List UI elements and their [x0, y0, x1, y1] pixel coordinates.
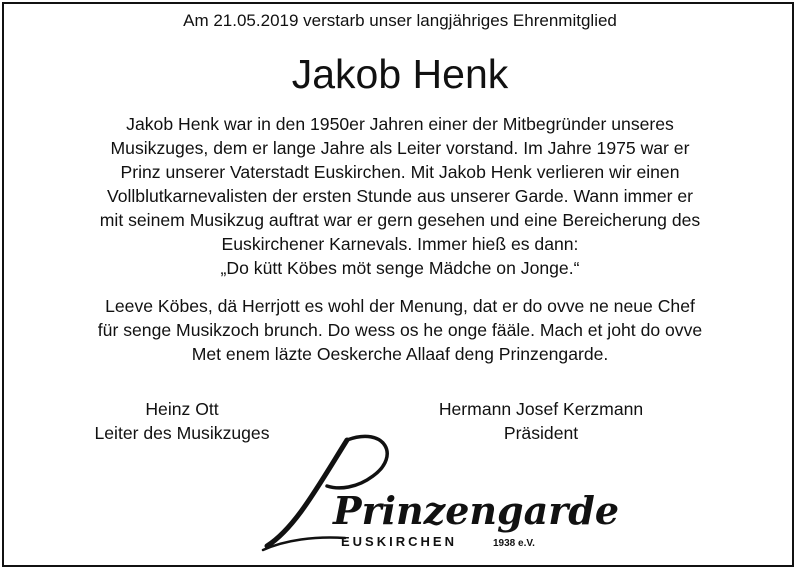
signatory-role: Präsident: [503, 423, 579, 443]
signatory-name: Heinz Ott: [145, 399, 219, 419]
farewell-paragraph: [0, 294, 800, 366]
obituary-paragraph: [0, 112, 800, 280]
prinzengarde-logo: [255, 428, 620, 556]
paragraph-line: Jakob Henk war in den 1950er Jahren einer der Mitbegründer unseres: [126, 114, 674, 134]
signatory-role: Leiter des Musikzuges: [94, 423, 270, 443]
paragraph-line: Vollblutkarnevalisten der ersten Stunde aus unserer Garde. Wann immer er: [106, 186, 694, 206]
intro-line: Am 21.05.2019 verstarb unser langjähriges Ehrenmitglied: [183, 11, 617, 30]
paragraph-line: mit seinem Musikzug auftrat war er gern gesehen und eine Bereicherung des: [99, 210, 701, 230]
paragraph-line: für senge Musikzoch brunch. Do wess os he onge fääle. Mach et joht do ovve: [97, 320, 703, 340]
paragraph-line: Met enem läzte Oeskerche Allaaf deng Prinzengarde.: [191, 344, 609, 364]
logo-wordmark: Prinzengarde: [333, 488, 620, 533]
deceased-name: Jakob Henk: [291, 51, 509, 97]
paragraph-line: Musikzuges, dem er lange Jahre als Leiter vorstand. Im Jahre 1975 war er: [110, 138, 690, 158]
quote-line: „Do kütt Köbes möt senge Mädche on Jonge.“: [220, 258, 580, 278]
logo-city: EUSKIRCHEN: [341, 534, 457, 549]
signatory-name: Hermann Josef Kerzmann: [438, 399, 644, 419]
logo-founded: 1938 e.V.: [493, 538, 535, 549]
paragraph-line: Leeve Köbes, dä Herrjott es wohl der Menung, dat er do ovve ne neue Chef: [105, 296, 695, 316]
paragraph-line: Prinz unserer Vaterstadt Euskirchen. Mit Jakob Henk verlieren wir einen: [120, 162, 680, 182]
paragraph-line: Euskirchener Karnevals. Immer hieß es dann:: [221, 234, 579, 254]
